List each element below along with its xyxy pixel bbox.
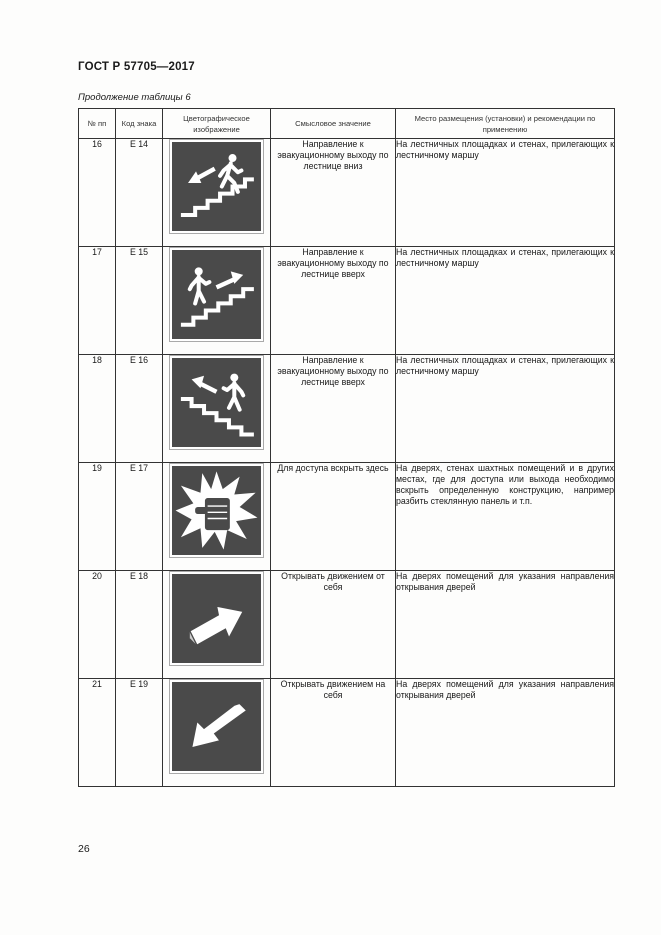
break-here-icon: [169, 463, 264, 558]
pull-door-arrow-icon: [169, 679, 264, 774]
table-row: [79, 247, 615, 355]
header-num: № пп: [79, 109, 116, 139]
row-number: 16: [79, 139, 116, 247]
evacuation-stairs-up-left-icon: [169, 355, 264, 450]
sign-code: Е 19: [116, 679, 163, 787]
evacuation-stairs-up-right-icon: [169, 247, 264, 342]
header-place: Место размещения (установки) и рекомендации по применению: [396, 109, 615, 139]
sign-meaning: Открывать движением от себя: [271, 571, 396, 679]
header-code: Код знака: [116, 109, 163, 139]
placement-text: На дверях, стенах шахтных помещений и в других местах, где для доступа или выхода необходимо вскрыть определенную конструкцию, например разбить стеклянную панель и т.п.: [396, 463, 615, 571]
sign-meaning: Направление к эвакуационному выходу по лестнице вверх: [271, 247, 396, 355]
sign-code: Е 17: [116, 463, 163, 571]
row-number: 19: [79, 463, 116, 571]
signs-table: [78, 108, 615, 787]
table-row: [79, 355, 615, 463]
push-door-arrow-icon: [169, 571, 264, 666]
table-row: [79, 463, 615, 571]
placement-text: На дверях помещений для указания направления открывания дверей: [396, 571, 615, 679]
table-header-row: [79, 109, 615, 139]
sign-meaning: Для доступа вскрыть здесь: [271, 463, 396, 571]
row-number: 21: [79, 679, 116, 787]
sign-code: Е 16: [116, 355, 163, 463]
row-number: 17: [79, 247, 116, 355]
page-number: 26: [78, 843, 90, 855]
row-number: 18: [79, 355, 116, 463]
placement-text: На лестничных площадках и стенах, прилегающих к лестничному маршу: [396, 139, 615, 247]
placement-text: На лестничных площадках и стенах, прилегающих к лестничному маршу: [396, 247, 615, 355]
table-caption: Продолжение таблицы 6: [78, 92, 191, 103]
sign-code: Е 14: [116, 139, 163, 247]
sign-meaning: Направление к эвакуационному выходу по лестнице вниз: [271, 139, 396, 247]
sign-meaning: Направление к эвакуационному выходу по лестнице вверх: [271, 355, 396, 463]
header-image: Цветографическое изображение: [163, 109, 271, 139]
placement-text: На дверях помещений для указания направления открывания дверей: [396, 679, 615, 787]
row-number: 20: [79, 571, 116, 679]
header-meaning: Смысловое значение: [271, 109, 396, 139]
table-row: [79, 571, 615, 679]
evacuation-stairs-down-icon: [169, 139, 264, 234]
table-row: [79, 139, 615, 247]
sign-code: Е 15: [116, 247, 163, 355]
placement-text: На лестничных площадках и стенах, прилегающих к лестничному маршу: [396, 355, 615, 463]
document-title: ГОСТ Р 57705—2017: [78, 61, 195, 73]
sign-meaning: Открывать движением на себя: [271, 679, 396, 787]
table-row: [79, 679, 615, 787]
sign-code: Е 18: [116, 571, 163, 679]
